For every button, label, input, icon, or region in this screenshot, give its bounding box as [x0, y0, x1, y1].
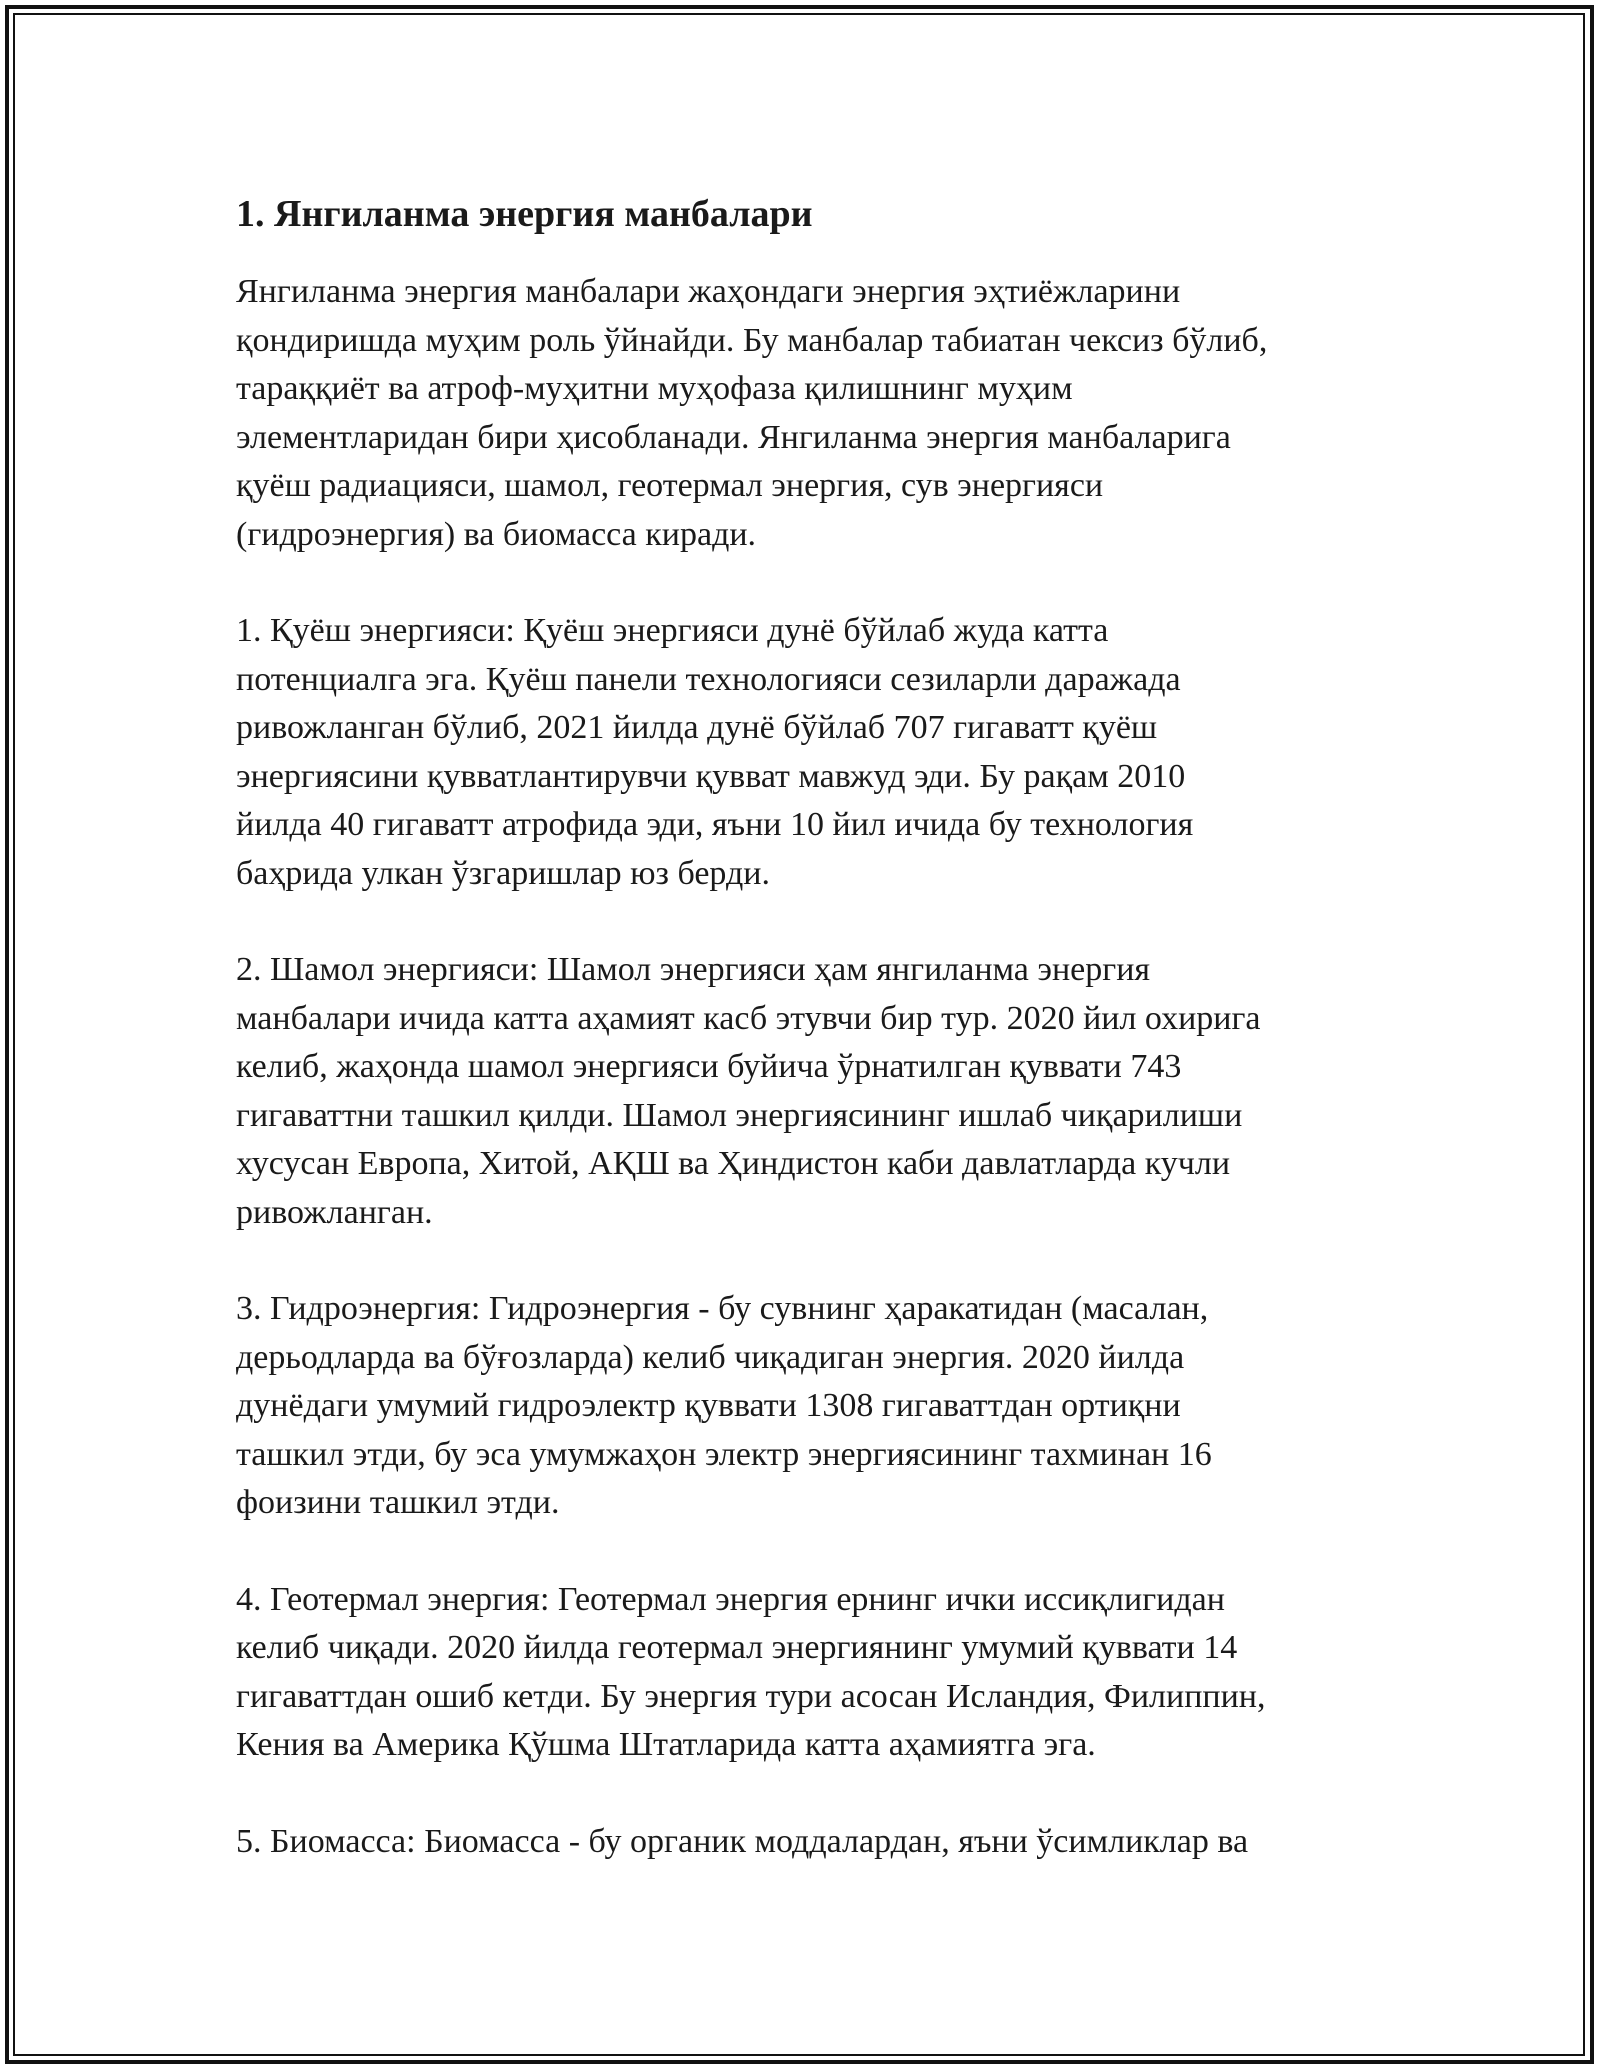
paragraph-intro: Янгиланма энергия манбалари жаҳондаги энергия эҳтиёжларини қондиришда муҳим роль ўйнайди. Бу манбалар табиатан чексиз бўлиб, тараққиёт ва атроф-муҳитни муҳофаза қилишнинг муҳим элементларидан бири ҳисобланади. Янгиланма энергия манбаларига қуёш радиацияси, шамол, геотермал энергия, сув энергияси (гидроэнергия) ва биомасса киради. — [236, 273, 1268, 553]
paragraph-solar-energy: 1. Қуёш энергияси: Қуёш энергияси дунё бўйлаб жуда катта потенциалга эга. Қуёш панели технологияси сезиларли даражада ривожланган бўлиб, 2021 йилда дунё бўйлаб 707 гигаватт қуёш энергиясини қувватлантирувчи қувват мавжуд эди. Бу рақам 2010 йилда 40 гигаватт атрофида эди, яъни 10 йил ичида бу технология баҳрида улкан ўзгаришлар юз берди. — [236, 612, 1194, 892]
document-heading: 1. Янгиланма энергия манбалари — [236, 193, 813, 235]
paragraph-biomass: 5. Биомасса: Биомасса - бу органик моддалардан, яъни ўсимликлар ва — [236, 1822, 1249, 1860]
paragraph-hydro-energy: 3. Гидроэнергия: Гидроэнергия - бу сувнинг ҳаракатидан (масалан, дерьодларда ва бўғозларда) келиб чиқадиган энергия. 2020 йилда дунёдаги умумий гидроэлектр қуввати 1308 гигаваттдан ортиқни ташкил этди, бу эса умумжаҳон электр энергиясининг тахминан 16 фоизини ташкил этди. — [236, 1290, 1212, 1521]
paragraph-wind-energy: 2. Шамол энергияси: Шамол энергияси ҳам янгиланма энергия манбалари ичида катта аҳамият касб этувчи бир тур. 2020 йил охирига келиб, жаҳонда шамол энергияси буйича ўрнатилган қуввати 743 гигаваттни ташкил қилди. Шамол энергиясининг ишлаб чиқарилиши хусусан Европа, Хитой, АҚШ ва Ҳиндистон каби давлатларда кучли ривожланган. — [236, 951, 1261, 1231]
paragraph-geothermal-energy: 4. Геотермал энергия: Геотермал энергия ернинг ички иссиқлигидан келиб чиқади. 2020 йилда геотермал энергиянинг умумий қуввати 14 гигаваттдан ошиб кетди. Бу энергия тури асосан Исландия, Филиппин, Кения ва Америка Қўшма Штатларида катта аҳамиятга эга. — [236, 1580, 1266, 1763]
document-page — [236, 188, 1386, 1914]
document-body — [236, 268, 1386, 1866]
